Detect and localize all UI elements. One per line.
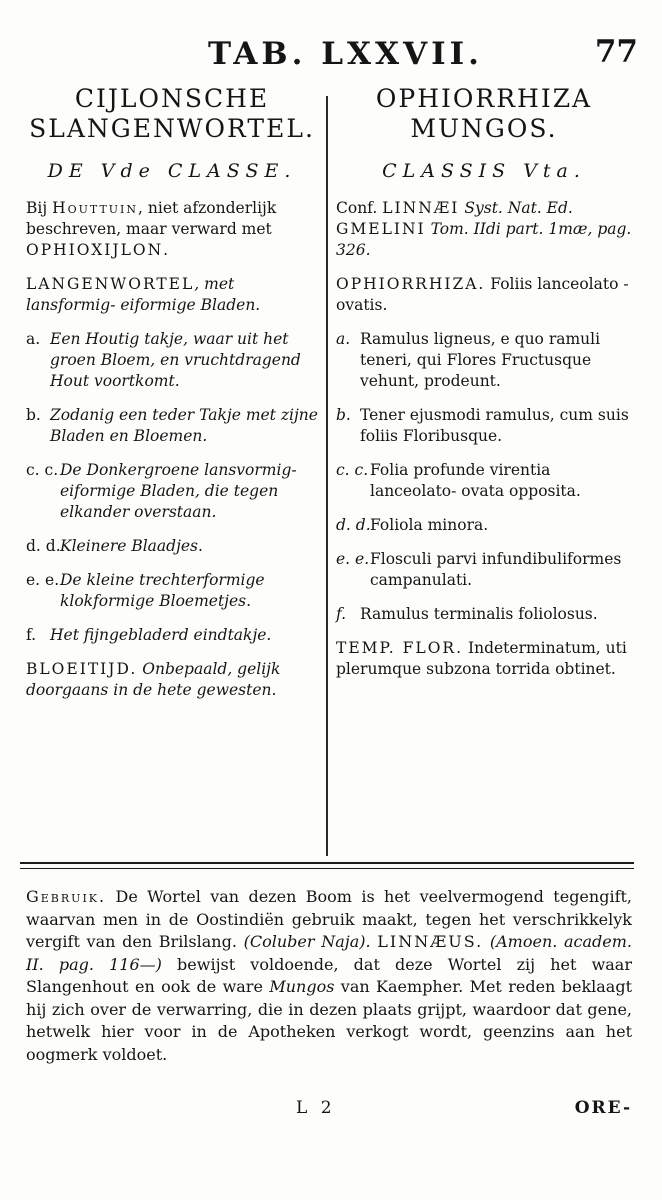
latin-description: OPHIORRHIZA. Foliis lanceolato - ovatis. [336,275,629,314]
dutch-entry-c: c. c. De Donkergroene lansvormig- eiformige Bladen, die tegen elkander overstaan. [26,461,297,521]
latin-entry-e: e. e. Flosculi parvi infundibuliformes campanulati. [336,550,622,589]
latin-entry-f: f. Ramulus terminalis foliolosus. [336,605,598,623]
dutch-entry-d: d. d. Kleinere Blaadjes. [26,537,203,555]
signature-mark: L 2 [296,1098,336,1118]
latin-flowering-time: TEMP. FLOR. Indeterminatum, uti plerumque subzona torrida obtinet. [336,639,627,678]
dutch-entry-e: e. e. De kleine trechterformige klokformige Bloemetjes. [26,571,265,610]
dutch-description: LANGENWORTEL, met lansformig- eiformige Bladen. [26,275,261,314]
dutch-column [26,84,318,714]
latin-entry-c: c. c. Folia profunde virentia lanceolato- ovata opposita. [336,461,581,500]
plate-title: TAB. LXXVII. [208,36,483,72]
gebruik-paragraph: Gebruik. De Wortel van dezen Boom is het veelvermogend tegengift, waarvan men in de Oostindiën gebruik maakt, tegen het verschrikkelyk vergift van den Brilslang. (Coluber Naja). LINNÆUS. (Amoen. academ. II. pag. 116—) bewijst voldoende, dat deze Wortel zij het waar Slangenhout en ook de ware Mungos van Kaempher. Met reden beklaagt hij zich over de verwarring, die in dezen plaats grijpt, waardoor dat gene, hetwelk hier voor in de Apotheken verkogt wordt, geenzins aan het oogmerk voldoet. [26,887,633,1064]
latin-entry-a: a. Ramulus ligneus, e quo ramuli teneri, qui Flores Fructusque vehunt, prodeunt. [336,330,601,390]
page-number: 77 [594,34,638,70]
rule-bottom [20,868,634,869]
latin-title: OPHIORRHIZA MUNGOS. [375,84,593,143]
column-divider [326,96,328,856]
latin-column [336,84,632,693]
latin-reference: Conf. LINNÆI Syst. Nat. Ed. GMELINI Tom. IIdi part. 1mæ, pag. 326. [336,199,632,259]
catchword: ORE- [574,1098,632,1118]
dutch-intro: Bij Houttuin, niet afzonderlijk beschreven, maar verward met OPHIOXIJLON. [26,199,277,259]
dutch-bloeitijd: BLOEITIJD. Onbepaald, gelijk doorgaans in de hete gewesten. [26,660,281,699]
dutch-title: CIJLONSCHE SLANGENWORTEL. [29,84,315,143]
latin-entry-d: d. d. Foliola minora. [336,516,489,534]
rule-top [20,862,634,864]
dutch-classis: DE Vde CLASSE. [47,160,297,182]
latin-entry-b: b. Tener ejusmodi ramulus, cum suis foliis Floribusque. [336,406,629,445]
dutch-entry-f: f. Het fijngebladerd eindtakje. [26,626,272,644]
dutch-entry-b: b. Zodanig een teder Takje met zijne Bladen en Bloemen. [26,406,318,445]
latin-classis: CLASSIS Vta. [382,160,586,182]
page-header [0,28,662,78]
dutch-entry-a: a. Een Houtig takje, waar uit het groen Bloem, en vruchtdragend Hout voortkomt. [26,330,301,390]
